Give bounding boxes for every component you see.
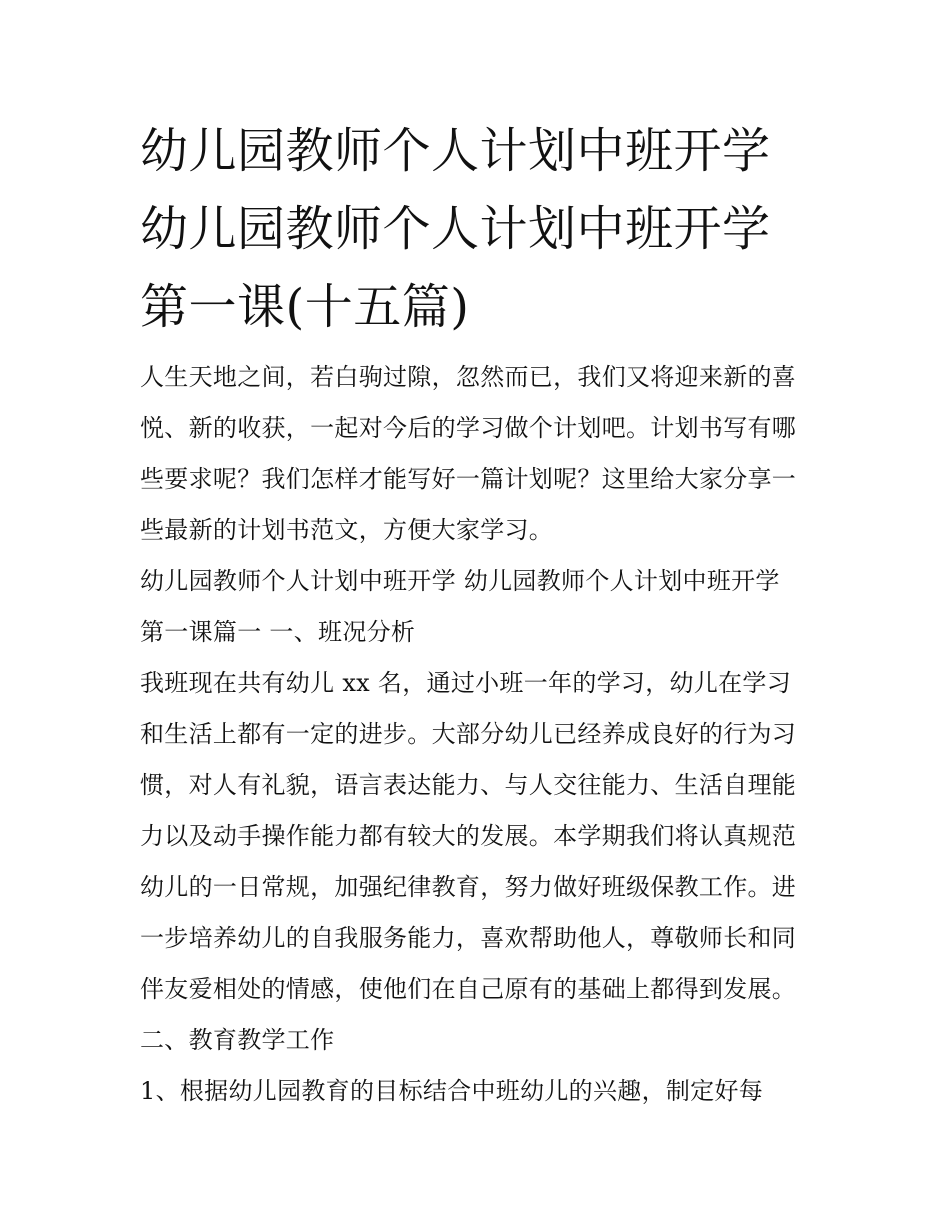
body-line: 些要求呢？我们怎样才能写好一篇计划呢？这里给大家分享一 [140,465,797,493]
title-line: 幼儿园教师个人计划中班开学 [140,201,771,257]
title-line: 第一课(十五篇) [140,279,470,335]
body-line: 1、根据幼儿园教育的目标结合中班幼儿的兴趣，制定好每 [140,1077,764,1105]
body-line: 悦、新的收获，一起对今后的学习做个计划吧。计划书写有哪 [140,414,797,442]
body-line: 一步培养幼儿的自我服务能力，喜欢帮助他人，尊敬师长和同 [140,924,797,952]
section-heading-line: 第一课篇一 一、班况分析 [140,618,416,646]
body-line: 惯，对人有礼貌，语言表达能力、与人交往能力、生活自理能 [140,771,797,799]
document-body [140,352,830,1117]
body-line: 幼儿的一日常规，加强纪律教育，努力做好班级保教工作。进 [140,873,797,901]
body-line: 些最新的计划书范文，方便大家学习。 [140,516,554,544]
body-line: 人生天地之间，若白驹过隙，忽然而已，我们又将迎来新的喜 [140,363,797,391]
body-line: 和生活上都有一定的进步。大部分幼儿已经养成良好的行为习 [140,720,797,748]
section-heading-line: 幼儿园教师个人计划中班开学 幼儿园教师个人计划中班开学 [140,567,780,595]
body-line: 力以及动手操作能力都有较大的发展。本学期我们将认真规范 [140,822,797,850]
title-line: 幼儿园教师个人计划中班开学 [140,123,771,179]
document-title [140,112,830,346]
section-heading-line: 二、教育教学工作 [140,1026,335,1054]
body-line: 我班现在共有幼儿 xx 名，通过小班一年的学习，幼儿在学习 [140,669,792,697]
body-line: 伴友爱相处的情感，使他们在自己原有的基础上都得到发展。 [140,975,797,1003]
